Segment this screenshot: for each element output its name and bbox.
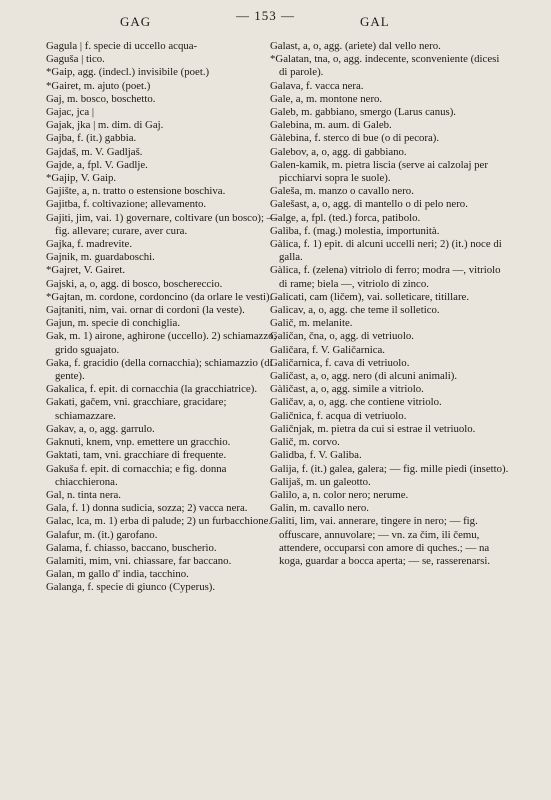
left-guide-word: GAG [120,14,152,29]
dictionary-entry: Galič, m. corvo. [270,436,340,449]
dictionary-entry: Galac, lca, m. 1) erba di palude; 2) un furbacchione. [46,515,272,528]
dictionary-entry: Gajde, a, fpl. V. Gadlje. [46,158,148,171]
dictionary-entry: Gajski, a, o, agg. di bosco, boschereccio. [46,277,223,290]
dictionary-entry: Gajiti, jim, vai. 1) governare, coltivare (un bosco); — fig. allevare; curare, aver cura. [46,211,278,237]
dictionary-entry: Galičan, čna, o, agg. di vetriuolo. [270,330,414,343]
dictionary-entry: Gajun, m. specie di conchiglia. [46,317,181,330]
dictionary-entry: Gàlica, f. (zelena) vitriolo di ferro; modra —, vitriolo di rame; biela —, vitriolo di zinco. [270,264,501,290]
dictionary-entry: Galafur, m. (it.) garofano. [46,528,158,541]
dictionary-entry: Gajište, a, n. tratto o estensione boschiva. [46,185,226,198]
dictionary-entry: Galičnica, f. acqua di vetriuolo. [270,409,407,422]
dictionary-entry: Gala, f. 1) donna sudicia, sozza; 2) vacca nera. [46,502,248,515]
dictionary-entry: Galešast, a, o, agg. di mantello o di pelo nero. [270,198,468,211]
dictionary-entry: Gajac, jca | [46,106,95,119]
dictionary-entry: Galast, a, o, agg. (ariete) dal vello nero. [270,40,441,52]
dictionary-entry: Gale, a, m. montone nero. [270,92,383,105]
dictionary-entry: Gàličast, a, o, agg. simile a vitriolo. [270,383,424,396]
dictionary-entry: Galeb, m. gabbiano, smergo (Larus canus). [270,106,456,119]
dictionary-entry: Galicati, cam (ličem), vai. solleticare, titillare. [270,290,470,303]
dictionary-entry: Galidba, f. V. Galiba. [270,449,362,462]
dictionary-entry: Galičnjak, m. pietra da cui si estrae il vetriuolo. [270,422,476,435]
dictionary-entry: Gakalica, f. epit. di cornacchia (la gracchiatrice). [46,383,258,396]
dictionary-entry: Gaknuti, knem, vnp. emettere un gracchio. [46,436,231,449]
dictionary-entry: Galičast, a, o, agg. nero (di alcuni animali). [270,370,458,383]
dictionary-entry: *Gairet, m. ajuto (poet.) [46,79,151,92]
dictionary-entry: *Gaip, agg. (indecl.) invisibile (poet.) [46,66,210,79]
dictionary-entry: Gakuša f. epit. di cornacchia; e fig. donna chiacchierona. [46,462,227,488]
dictionary-entry: Gaj, m. bosco, boschetto. [46,92,156,105]
dictionary-entry: Gajka, f. madrevite. [46,238,133,251]
dictionary-entry: Galiti, lim, vai. annerare, tingere in nero; — fig. offuscare, annuvolare; — vn. za čim, ili čemu, attendere, occuparsi con amore di quches.; — na koga, guardar a bocca aperta; — se, rasserenarsi. [270,515,491,567]
dictionary-entry: Gàlebina, f. sterco di bue (o di pecora). [270,132,440,145]
dictionary-entry: Gak, m. 1) airone, aghirone (uccello). 2) schiamazzo; grido sguajato. [46,330,277,356]
dictionary-entry: Galiba, f. (mag.) molestia, importunità. [270,224,440,237]
dictionary-entry: Gakav, a, o, agg. garrulo. [46,422,155,435]
dictionary-entry: Galen-kamik, m. pietra liscia (serve ai calzolaj per picchiarvi sopra le suole). [270,158,488,185]
dictionary-entry: Galičara, f. V. Galičarnica. [270,343,386,356]
dictionary-entry: Galebina, m. aum. di Galeb. [270,119,392,132]
dictionary-entry: Gajba, f. (it.) gabbia. [46,132,137,145]
dictionary-entry: Galava, f. vacca nera. [270,79,364,92]
page-number: — 153 — [236,8,295,23]
dictionary-entry: *Galatan, tna, o, agg. indecente, sconveniente (dicesi di parole). [270,53,500,79]
dictionary-entry: Gajnik, m. guardaboschi. [46,251,155,264]
dictionary-entry: Galilo, a, n. color nero; nerume. [270,488,409,501]
dictionary-entry: *Gajret, V. Gairet. [46,264,126,277]
right-column [270,40,510,568]
dictionary-entry: *Gajtan, m. cordone, cordoncino (da orlare le vesti). [46,290,273,303]
dictionary-entry: Galicav, a, o, agg. che teme il solletico. [270,304,440,317]
dictionary-entry: Galama, f. chiasso, baccano, buscherìo. [46,541,217,554]
dictionary-entry: Galamiti, mim, vni. chiassare, far baccano. [46,554,232,567]
dictionary-entry: Gaktati, tam, vni. gracchiare di frequente. [46,449,227,462]
dictionary-entry: Galič, m. melanite. [270,317,353,330]
dictionary-entry: Gàlica, f. 1) epit. di alcuni uccelli neri; 2) (it.) noce di galla. [270,238,502,264]
right-guide-word: GAL [360,14,390,29]
dictionary-entry: Gajdaš, m. V. Gadljaš. [46,145,143,158]
dictionary-entry: *Gajip, V. Gaip. [46,172,117,185]
dictionary-entry: Galin, m. cavallo nero. [270,502,369,515]
dictionary-entry: Galičav, a, o, agg. che contiene vitriolo. [270,396,442,409]
dictionary-entry: Gajitba, f. coltivazione; allevamento. [46,198,207,211]
dictionary-entry: Gaguša | tico. [46,53,105,66]
left-column [46,40,278,595]
dictionary-entry: Galan, m gallo d' india, tacchino. [46,568,189,581]
dictionary-entry: Galge, a, fpl. (ted.) forca, patibolo. [270,211,421,224]
dictionary-entry: Galanga, f. specie di giunco (Cyperus). [46,581,216,594]
dictionary-entry: Galebov, a, o, agg. di gabbiano. [270,145,407,158]
dictionary-entry: Galeša, m. manzo o cavallo nero. [270,185,414,198]
dictionary-entry: Gagula | f. specie di uccello acqua- [46,40,198,52]
dictionary-entry: Gakati, gačem, vni. gracchiare, gracidare; schiamazzare. [46,396,227,422]
dictionary-entry: Galijaš, m. un galeotto. [270,475,371,488]
dictionary-entry: Galičarnica, f. cava di vetriuolo. [270,356,410,369]
dictionary-entry: Gaka, f. gracidio (della cornacchia); schiamazzio (di gente). [46,356,273,383]
dictionary-entry: Galija, f. (it.) galea, galera; — fig. mille piedi (insetto). [270,462,509,475]
dictionary-entry: Gajtaniti, nim, vai. ornar di cordoni (la veste). [46,304,245,317]
dictionary-entry: Gal, n. tinta nera. [46,488,121,501]
dictionary-entry: Gajak, jka | m. dim. di Gaj. [46,119,164,132]
page-header [0,8,551,32]
